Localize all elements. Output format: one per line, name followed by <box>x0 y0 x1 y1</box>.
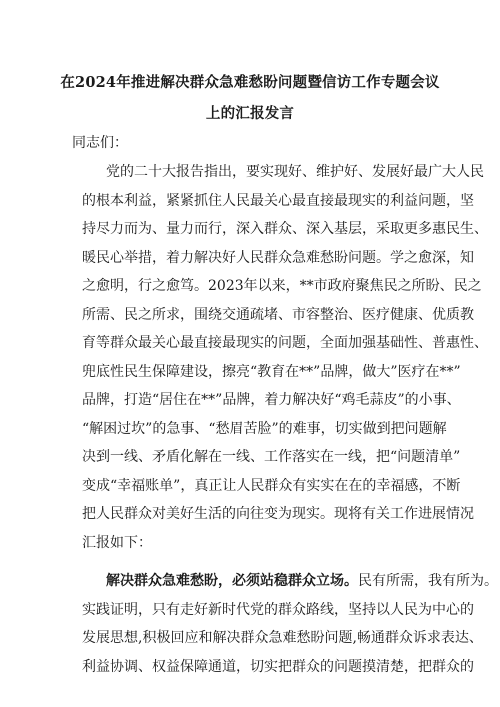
paragraph-line: 暖民心举措，着力解决好人民群众急难愁盼问题。学之愈深，知 <box>82 249 474 266</box>
section-1-first-line <box>82 572 498 601</box>
paragraph-line: 决到一线、矛盾化解在一线、工作落实在一线，把“问题清单” <box>82 449 461 465</box>
section-heading-rest: 民有所需，我有所为。 <box>358 573 498 589</box>
paragraph-line: 育等群众最关心最直接最现实的问题，全面加强基础性、普惠性、 <box>82 335 488 351</box>
paragraph-line: 实践证明，只有走好新时代党的群众路线，坚持以人民为中心的 <box>82 601 474 618</box>
paragraph-line: 品牌，打造“居住在**”品牌，着力解决好“鸡毛蒜皮”的小事、 <box>82 392 461 408</box>
paragraph-line: 兜底性民生保障建设，擦亮“教育在**”品牌，做大”医疗在**” <box>82 363 461 380</box>
paragraph-line: 党的二十大报告指出，要实现好、维护好、发展好最广大人民 <box>106 164 484 180</box>
paragraph-line: 把人民群众对美好生活的向往变为现实。现将有关工作进展情况 <box>82 506 474 522</box>
greeting: 同志们： <box>72 135 128 151</box>
paragraph-line: 所需、民之所求，围绕交通疏堵、市容整治、医疗健康、优质教 <box>82 306 474 323</box>
paragraph-line: 利益协调、权益保障通道，切实把群众的问题摸清楚，把群众的 <box>82 658 474 675</box>
paragraph-gap <box>82 562 442 572</box>
paragraph-line: 汇报如下： <box>82 534 152 551</box>
paragraph-line: “解困过坎”的急事、“愁眉苦脸”的难事，切实做到把问题解 <box>82 420 447 437</box>
section-heading: 解决群众急难愁盼，必须站稳群众立场。 <box>106 573 358 589</box>
document-title-line-1: 在2024年推进解决群众急难愁盼问题暨信访工作专题会议 <box>60 74 440 91</box>
paragraph-line: 发展思想,积极回应和解决群众急难愁盼问题,畅通群众诉求表达、 <box>82 630 483 646</box>
paragraph-line: 持尽力而为、量力而行，深入群众、深入基层，采取更多惠民生、 <box>82 221 488 237</box>
paragraph-line: 之愈明，行之愈笃。2023年以来，**市政府聚焦民之所盼、民之 <box>82 278 482 294</box>
paragraph-line: 的根本利益，紧紧抓住人民最关心最直接最现实的利益问题，坚 <box>82 192 474 209</box>
paragraph-line: 变成“幸福账单”，真正让人民群众有实实在在的幸福感，不断 <box>82 477 461 494</box>
document-body <box>82 163 498 686</box>
document-title-line-2: 上的汇报发言 <box>205 105 295 122</box>
paragraph-1 <box>82 163 488 562</box>
section-1 <box>82 572 498 686</box>
